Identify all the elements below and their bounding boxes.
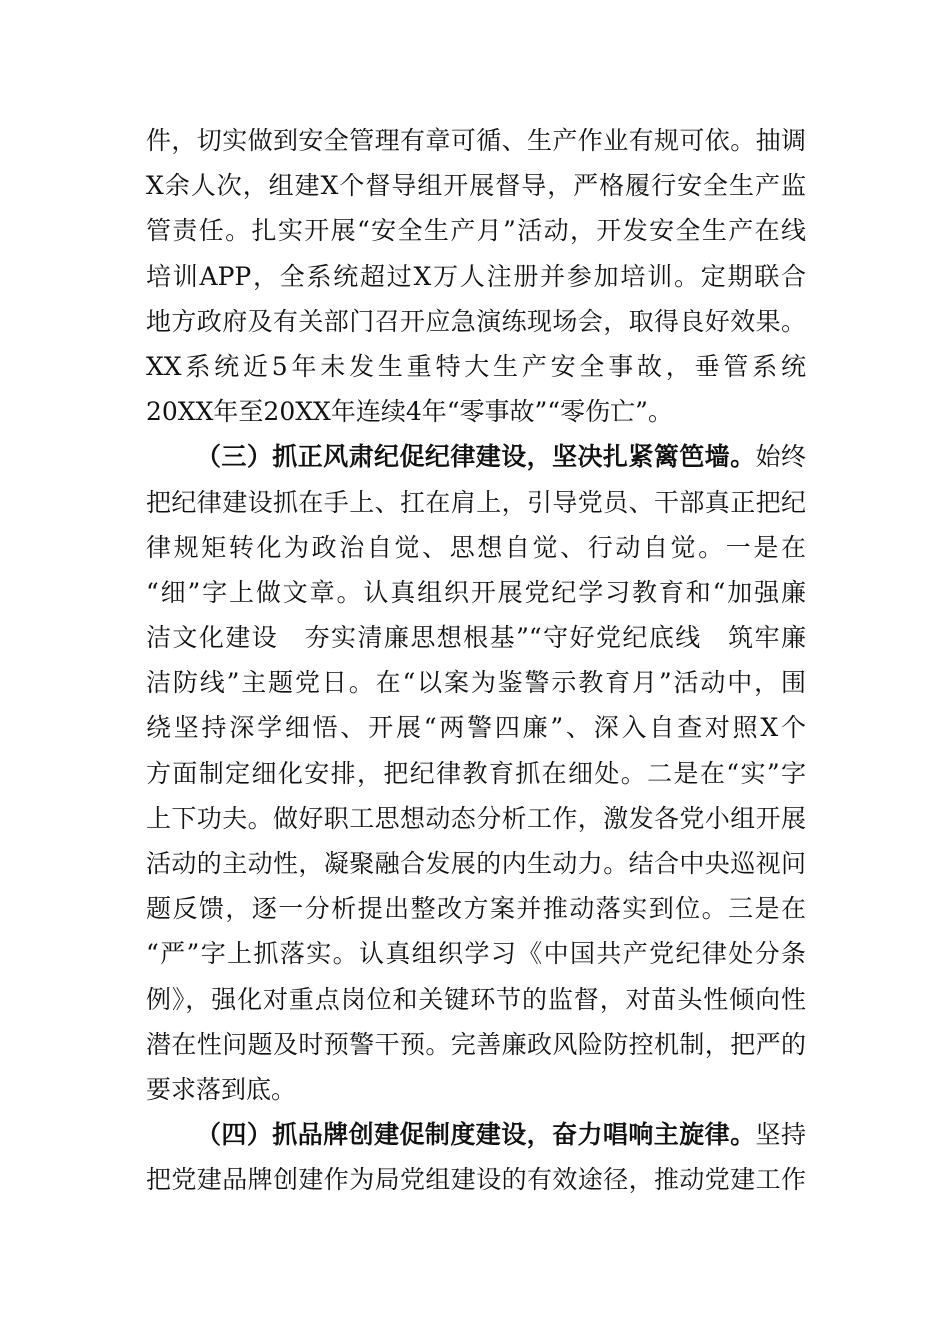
section-heading-line bbox=[146, 1112, 806, 1157]
text-line: 把纪律建设抓在手上、扛在肩上，引导党员、干部真正把纪 bbox=[146, 487, 806, 517]
text-line: 潜在性问题及时预警干预。完善廉政风险防控机制，把严的 bbox=[146, 1029, 806, 1059]
text-line: 方面制定细化安排，把纪律教育抓在细处。二是在“实”字 bbox=[146, 758, 806, 788]
text-line: “细”字上做文章。认真组织开展党纪学习教育和“加强廉 bbox=[146, 577, 806, 607]
text-line: 活动的主动性，凝聚融合发展的内生动力。结合中央巡视问 bbox=[146, 849, 806, 878]
text-line: 管责任。扎实开展“安全生产月”活动，开发安全生产在线 bbox=[146, 216, 806, 246]
text-line: 绕坚持深学细悟、开展“两警四廉”、深入自查对照X个 bbox=[146, 713, 806, 743]
text-line: 律规矩转化为政治自觉、思想自觉、行动自觉。一是在 bbox=[146, 532, 806, 562]
text-line: 上下功夫。做好职工思想动态分析工作，激发各党小组开展 bbox=[146, 803, 806, 833]
text-line: 件，切实做到安全管理有章可循、生产作业有规可依。抽调 bbox=[146, 126, 806, 155]
text-line: 把党建品牌创建作为局党组建设的有效途径，推动党建工作 bbox=[146, 1165, 806, 1195]
section-heading-3: （三）抓正风肃纪促纪律建设，坚决扎紧篱笆墙。 bbox=[196, 442, 756, 472]
text-line: 地方政府及有关部门召开应急演练现场会，取得良好效果。 bbox=[146, 306, 806, 336]
body-text bbox=[146, 118, 806, 1203]
heading-line-text: 始终 bbox=[755, 442, 806, 472]
text-line: 题反馈，逐一分析提出整改方案并推动落实到位。三是在 bbox=[146, 894, 806, 924]
section-heading-line bbox=[146, 434, 806, 479]
text-line: XX系统近5年未发生重特大生产安全事故，垂管系统 bbox=[146, 351, 806, 381]
text-line: 洁防线”主题党日。在“以案为鉴警示教育月”活动中，围 bbox=[146, 668, 806, 698]
text-line: 20XX年至20XX年连续4年“零事故”“零伤亡”。 bbox=[146, 397, 673, 427]
text-line: 要求落到底。 bbox=[146, 1074, 297, 1104]
text-line: 例》，强化对重点岗位和关键环节的监督，对苗头性倾向性 bbox=[146, 984, 806, 1014]
text-line: 洁文化建设 夯实清廉思想根基”“守好党纪底线 筑牢廉 bbox=[146, 623, 806, 653]
text-line: “严”字上抓落实。认真组织学习《中国共产党纪律处分条 bbox=[146, 939, 806, 969]
section-heading-4: （四）抓品牌创建促制度建设，奋力唱响主旋律。 bbox=[196, 1120, 756, 1150]
text-line: X余人次，组建X个督导组开展督导，严格履行安全生产监 bbox=[146, 171, 806, 201]
text-line: 培训APP，全系统超过X万人注册并参加培训。定期联合 bbox=[146, 261, 806, 291]
heading-line-text: 坚持 bbox=[755, 1120, 806, 1150]
